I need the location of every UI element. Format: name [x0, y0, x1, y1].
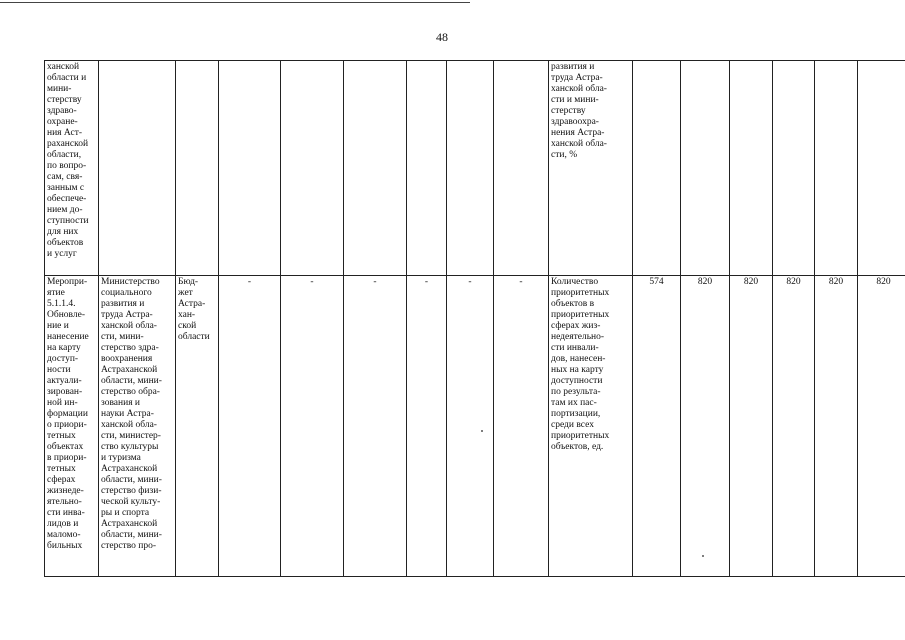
measure-text: Меропри- ятие 5.1.1.4. Обновле- ние и нанесение на карту доступ- ности актуали- зирован- ной ин- формации о приори- тетных объектах в приори- тетных сферах жизнеде- ятельно- сти инва- лидов и маломо- бильных	[47, 277, 89, 551]
funding-cell: -	[407, 276, 447, 577]
executor-cell	[99, 276, 176, 577]
funding-cell	[447, 61, 494, 276]
indicator-cell	[549, 61, 633, 276]
funding-cell: -	[219, 276, 281, 577]
measure-cell	[45, 276, 99, 577]
funding-cell: -	[447, 276, 494, 577]
funding-cell	[494, 61, 549, 276]
value-cell: 820	[681, 276, 730, 577]
value-cell	[730, 61, 773, 276]
program-table	[44, 60, 905, 577]
funding-cell	[407, 61, 447, 276]
value-cell: 820	[730, 276, 773, 577]
value-cell	[858, 61, 905, 276]
measure-text: ханской области и мини- стерству здраво- охране- ния Аст- раханской области, по вопро- сам, свя- занным с обеспече- нием до- ступности для них объектов и услуг	[47, 62, 89, 259]
value-cell	[633, 61, 681, 276]
table-row	[45, 61, 905, 276]
executor-cell	[99, 61, 176, 276]
value-cell: 820	[815, 276, 858, 577]
value-cell: 820	[773, 276, 815, 577]
indicator-text: развития и труда Астра- ханской обла- сти и мини- стерству здравоохра- нения Астра- ханской обла- сти, %	[551, 62, 607, 160]
funding-cell	[281, 61, 344, 276]
executor-text: Министерство социального развития и труда Астра- ханской обла- сти, мини- стерство здра- воохранения Астраханской области, мини- стерство обра- зования и науки Астра- ханской обла- сти, министер- ство культуры и туризма Астраханской области, мини- стерство физи- ческой культу- ры и спорта Астраханской области, мини- стерство про-	[101, 277, 162, 551]
source-cell	[176, 61, 219, 276]
source-cell	[176, 276, 219, 577]
measure-cell	[45, 61, 99, 276]
indicator-cell	[549, 276, 633, 577]
indicator-text: Количество приоритетных объектов в приоритетных сферах жиз- недеятельно- сти инвали- дов, нанесен- ных на карту доступности по результа- там их пас- портизации, среди всех приоритетных объектов, ед.	[551, 277, 610, 452]
page-number: 48	[436, 30, 448, 44]
value-cell	[815, 61, 858, 276]
table-row	[45, 276, 905, 577]
scan-speck	[481, 430, 483, 432]
value-cell: 820	[858, 276, 905, 577]
source-text: Бюд- жет Астра- хан- ской области	[178, 277, 210, 342]
scan-speck	[702, 555, 704, 557]
funding-cell: -	[344, 276, 407, 577]
funding-cell	[219, 61, 281, 276]
funding-cell	[344, 61, 407, 276]
funding-cell: -	[281, 276, 344, 577]
top-scan-line	[0, 2, 470, 3]
value-cell	[773, 61, 815, 276]
funding-cell: -	[494, 276, 549, 577]
value-cell: 574	[633, 276, 681, 577]
value-cell	[681, 61, 730, 276]
